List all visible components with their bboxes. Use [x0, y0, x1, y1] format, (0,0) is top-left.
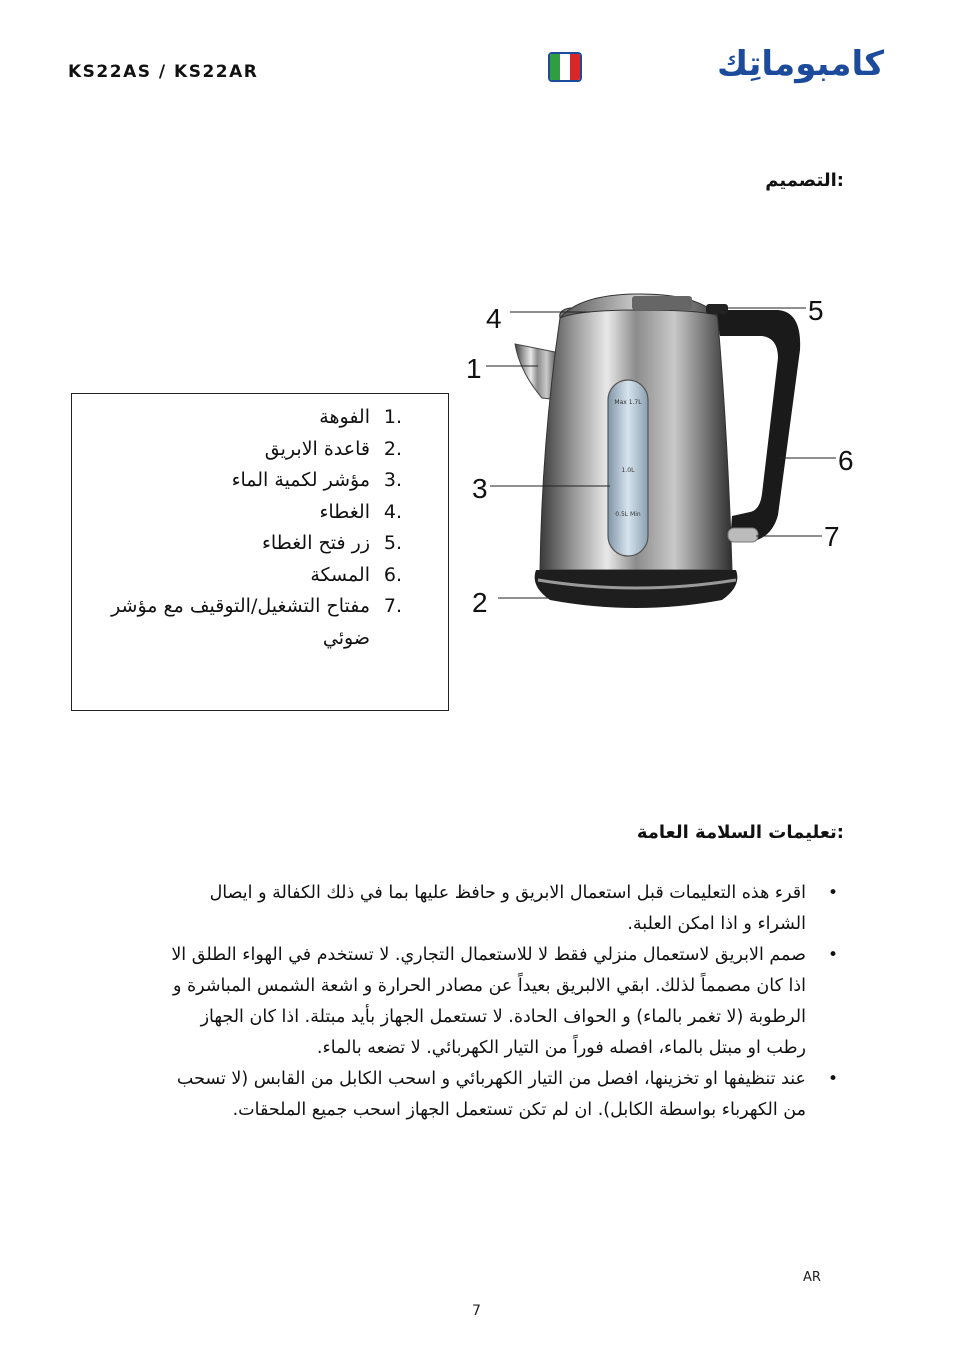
- parts-list: [82, 402, 402, 654]
- callout-5: 5: [808, 295, 824, 326]
- part-item: 2. قاعدة الابريق: [264, 437, 402, 460]
- model-number: KS22AS / KS22AR: [68, 62, 259, 82]
- language-code: AR: [803, 1270, 821, 1285]
- gauge-min-label: 0.5L Min: [615, 511, 641, 518]
- gauge-max-label: Max 1.7L: [614, 399, 642, 406]
- callout-3: 3: [472, 473, 488, 504]
- page-number: 7: [472, 1303, 481, 1319]
- part-item: 4. الغطاء: [319, 500, 402, 523]
- lid-button-shape: [706, 304, 728, 314]
- safety-heading: :تعليمات السلامة العامة: [636, 822, 844, 843]
- design-heading: :التصميم: [765, 170, 844, 191]
- part-item: 3. مؤشر لكمية الماء: [231, 469, 402, 491]
- part-item: 5. زر فتح الغطاء: [261, 532, 402, 554]
- parts-legend-box: [71, 393, 449, 711]
- brand-logo-text: كامبوماتِك: [716, 44, 884, 84]
- safety-item: • اقرء هذه التعليمات قبل استعمال الابريق و حافظ عليها بما في ذلك الكفالة و ايصال الشراء و اذا امكن العلبة.: [166, 878, 806, 940]
- gauge-mid-label: 1.0L: [621, 467, 635, 474]
- callout-2: 2: [472, 587, 488, 618]
- italian-flag-icon: [548, 52, 582, 82]
- part-item: 1. الفوهة: [319, 406, 402, 428]
- lid-top: [632, 296, 692, 310]
- safety-item: • صمم الابريق لاستعمال منزلي فقط لا للاستعمال التجاري. لا تستخدم في الهواء الطلق الا اذا كان مصمماً لذلك. ابقي الالبريق بعيداً عن مصادر الحرارة و اشعة الشمس المباشرة و الرطوبة (لا تغمر بالماء) و الحواف الحادة. لا تستعمل الجهاز بأيد مبتلة. اذا كان الجهاز رطب او مبتل بالماء، افصله فوراً من التيار الكهربائي. لا تضعه بالماء.: [166, 940, 806, 1064]
- callout-1: 1: [466, 353, 482, 384]
- part-item: 7. مفتاح التشغيل/التوقيف مع مؤشر ضوئي: [111, 595, 402, 649]
- safety-list: [166, 878, 806, 1126]
- safety-item: • عند تنظيفها او تخزينها، افصل من التيار الكهربائي و اسحب الكابل من القابس (لا تسحب من الكهرباء بواسطة الكابل). ان لم تكن تستعمل الجهاز اسحب جميع الملحقات.: [166, 1064, 806, 1126]
- switch-shape: [728, 528, 758, 542]
- callout-7: 7: [824, 521, 840, 552]
- callout-4: 4: [486, 303, 502, 334]
- kettle-diagram: [460, 280, 880, 630]
- callout-6: 6: [838, 445, 854, 476]
- brand-logo: [548, 44, 888, 90]
- part-item: 6. المسكة: [310, 563, 402, 586]
